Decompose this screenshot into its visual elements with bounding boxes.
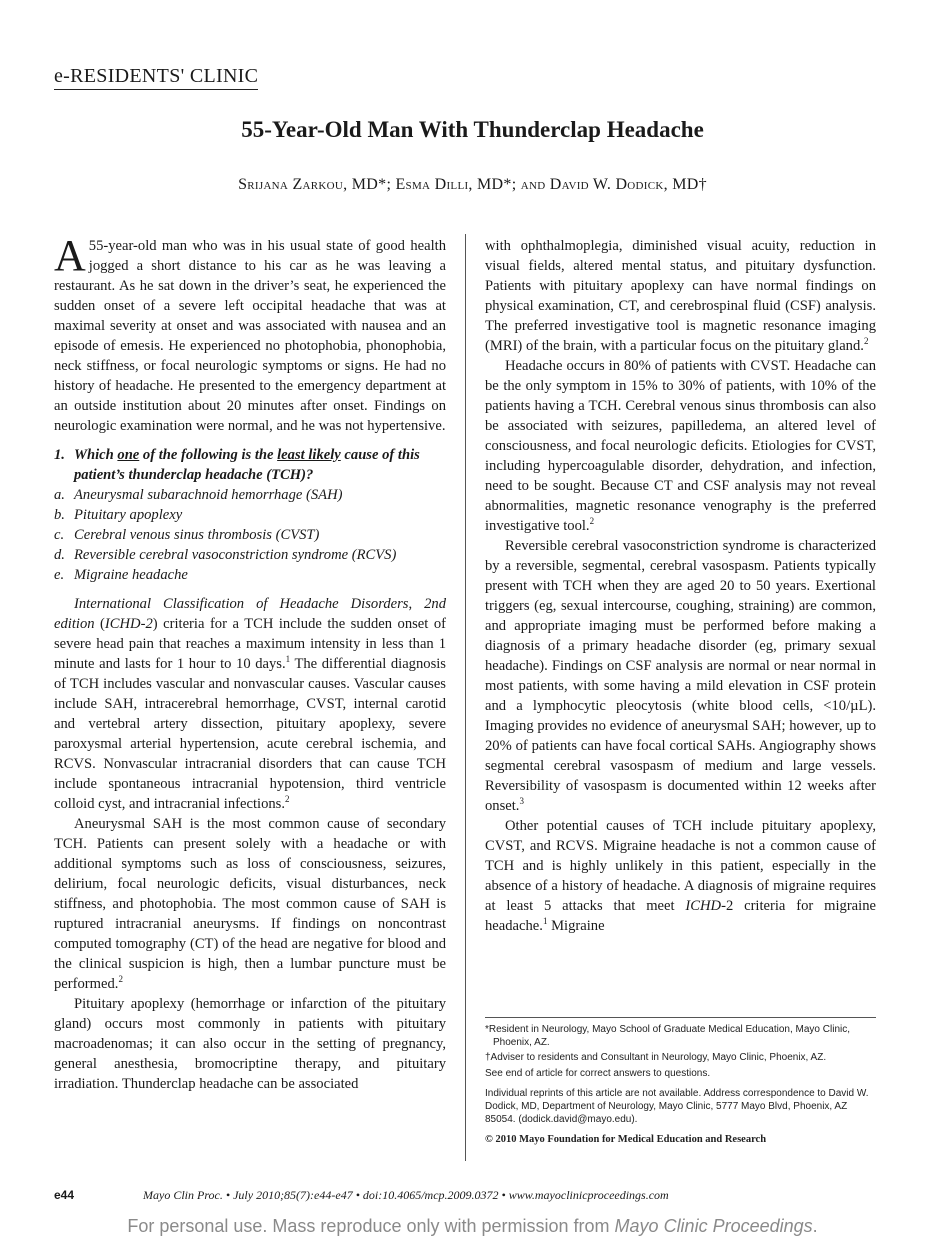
permission-notice: For personal use. Mass reproduce only with permission from Mayo Clinic Proceedings. <box>127 1216 818 1236</box>
option-e: e. Migraine headache <box>54 567 188 583</box>
page-footer <box>54 1187 876 1203</box>
option-a: a. Aneurysmal subarachnoid hemorrhage (SAH) <box>54 487 343 503</box>
journal-citation: Mayo Clin Proc. • July 2010;85(7):e44-e47 • doi:10.4065/mcp.2009.0372 • www.mayoclinicproceedings.com <box>143 1188 669 1202</box>
option-d: d. Reversible cerebral vasoconstriction syndrome (RCVS) <box>54 547 397 563</box>
reference-marker: 3 <box>519 796 524 807</box>
reference-marker: 2 <box>863 336 869 347</box>
footnotes <box>485 1023 876 1154</box>
body-paragraph: with ophthalmoplegia, diminished visual acuity, reduction in visual fields, altered mental status, and pituitary dysfunction. Patients with pituitary apoplexy can have normal findings on physical examination, CT, and cerebrospinal fluid (CSF) analysis. The preferred investigative tool is magnetic resonance imaging (MRI) of the brain, with a particular focus on the pituitary gland.$^2$ <box>485 238 876 354</box>
left-column <box>54 231 447 1094</box>
option-c: c. Cerebral venous sinus thrombosis (CVST) <box>54 527 320 543</box>
section-label: e-RESIDENTS' CLINIC <box>54 64 258 90</box>
question-number: 1. <box>54 447 65 463</box>
copyright: © 2010 Mayo Foundation for Medical Education and Research <box>485 1134 767 1146</box>
footnote-rule <box>485 1017 876 1018</box>
case-text: 55-year-old man who was in his usual state of good health jogged a short distance to his car as he was leaving a restaurant. As he sat down in the driver’s seat, he experienced the sudden onset of a severe left occipital headache that was at maximal severity at onset and was associated with nausea and an episode of emesis. He experienced no photophobia, phonophobia, neck stiffness, or focal neurologic symptoms or signs. He had no history of headache. He presented to the emergency department at an outside institution about 20 minutes after onset. Findings on neurologic examination were normal, and he was not hypertensive. <box>54 238 446 434</box>
reference-marker: 1 <box>542 916 548 927</box>
emphasis-one: one <box>117 447 140 463</box>
reference-marker: 1 <box>285 654 291 665</box>
footnote-affiliation-residents: *Resident in Neurology, Mayo School of Graduate Medical Education, Mayo Clinic, Phoenix, AZ. <box>485 1024 850 1049</box>
question-stem: 1. Which one of the following is the least likely cause of this patient’s thunderclap headache (TCH)? <box>54 447 420 483</box>
body-paragraph: Aneurysmal SAH is the most common cause of secondary TCH. Patients can present solely with a headache or with additional symptoms such as loss of consciousness, seizures, delirium, focal neurologic deficits, visual disturbances, neck stiffness, and photophobia. The most common cause of SAH is ruptured intracranial aneurysms. If findings on noncontrast computed tomography (CT) of the head are negative for blood and the clinical suspicion is high, then a lumbar puncture must be performed.$^2$ <box>54 816 446 992</box>
column-divider <box>465 234 466 1161</box>
question-block <box>54 445 446 585</box>
footnote-correspondence: Individual reprints of this article are not available. Address correspondence to David W. Dodick, MD, Department of Neurology, Mayo Clinic, 5777 Mayo Blvd, Phoenix, AZ 85054. (dodick.david@mayo.edu). <box>485 1087 869 1126</box>
reference-marker: 2 <box>589 516 595 527</box>
reference-marker: 2 <box>285 794 290 805</box>
body-paragraph: Reversible cerebral vasoconstriction syndrome is characterized by a reversible, segmental, cerebral vasospasm. Patients typically present with TCH when they are aged 20 to 50 years. Exertional triggers (eg, sexual intercourse, coughing, straining) are common, and appropriate imaging must be performed before making a diagnosis of a primary headache disorder (eg, primary sexual headache). Findings on CSF analysis are normal or near normal in most patients, with some having a mild elevation in CSF protein and a lymphocytic pleocytosis (white blood cells, <10/µL). Imaging provides no evidence of aneurysmal SAH; however, up to 20% of patients can have focal cortical SAHs. Angiography shows segmental cerebral vasospasm of medium and large vessels. Reversibility of vasospasm is documented within 12 weeks after onset.$^3$ <box>485 538 876 814</box>
body-paragraph: Headache occurs in 80% of patients with CVST. Headache can be the only symptom in 15% to 30% of patients, with 10% of the patients having a TCH. Cerebral venous sinus thrombosis can also be associated with seizures, papilledema, an altered level of consciousness, and focal neurologic deficits. Etiologies for CVST, including hypercoagulable disorder, dehydration, and infection, need to be sought. Because CT and CSF analysis may not reveal abnormalities, magnetic resonance venography is the preferred investigative tool.$^2$ <box>485 358 876 534</box>
body-paragraph: Pituitary apoplexy (hemorrhage or infarction of the pituitary gland) occurs most commonly in patients with pituitary macroadenomas; it can also occur in the setting of pregnancy, general anesthesia, bromocriptine therapy, and pituitary irradiation. Thunderclap headache can be associated <box>54 996 446 1092</box>
body-paragraph: Other potential causes of TCH include pituitary apoplexy, CVST, and RCVS. Migraine headache is not a common cause of TCH and is highly unlikely in this patient, especially in the absence of a history of headache. A diagnosis of migraine requires at least 5 attacks that meet ICHD-2 criteria for migraine headache.$^1$ Migraine <box>485 818 876 934</box>
reference-marker: 2 <box>118 974 123 985</box>
emphasis-least-likely: least likely <box>277 447 341 463</box>
footnote-affiliation-adviser: †Adviser to residents and Consultant in Neurology, Mayo Clinic, Phoenix, AZ. <box>485 1052 827 1064</box>
journal-name: Mayo Clinic Proceedings <box>614 1216 813 1236</box>
case-paragraph <box>54 231 446 436</box>
article-title: 55-Year-Old Man With Thunderclap Headache <box>241 117 704 142</box>
option-b: b. Pituitary apoplexy <box>54 507 183 523</box>
body-paragraph: International Classification of Headache Disorders, 2nd edition (ICHD-2) criteria for a TCH include the sudden onset of severe head pain that reaches a maximum intensity in less than 1 minute and lasts for 1 hour to 10 days.$^1$ The differential diagnosis of TCH includes vascular and nonvascular causes. Vascular causes include SAH, intracerebral hemorrhage, CVST, internal carotid and vertebral artery dissection, pituitary apoplexy, severe paroxysmal arterial hypertension, acute cerebral ischemia, and RCVS. Nonvascular intracranial disorders that can cause TCH include spontaneous intracranial hypotension, third ventricle colloid cyst, and intracranial infections.$^2$ <box>54 596 447 812</box>
page-number: e44 <box>54 1188 75 1202</box>
right-column <box>485 236 876 936</box>
author-list: Srijana Zarkou, MD*; Esma Dilli, MD*; and David W. Dodick, MD† <box>238 176 707 193</box>
footnote-answers: See end of article for correct answers to questions. <box>485 1067 711 1079</box>
drop-cap: A <box>54 231 86 280</box>
